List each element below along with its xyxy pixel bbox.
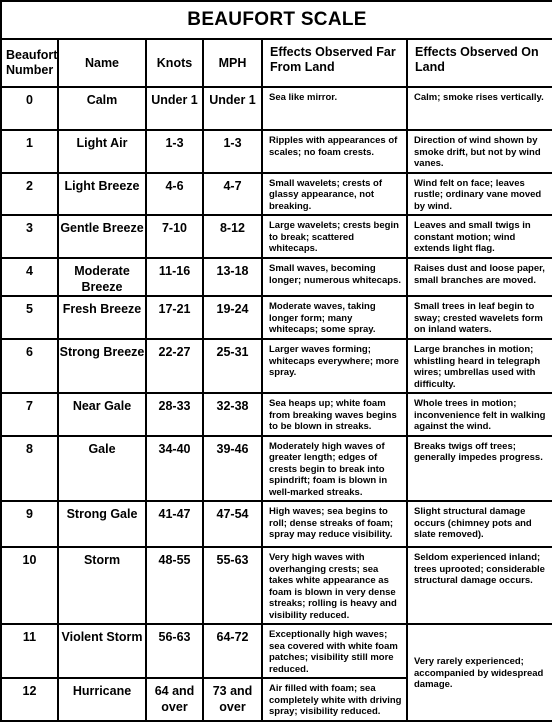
- knots-value: 41-47: [146, 501, 203, 547]
- mph-value: 1-3: [203, 130, 262, 173]
- effect-far-from-land: Moderately high waves of greater length; edges of crests begin to break into spindrift; foam is blown in well-marked streaks.: [262, 436, 407, 502]
- beaufort-number: 7: [1, 393, 58, 436]
- effect-far-from-land: Small waves, becoming longer; numerous whitecaps.: [262, 258, 407, 296]
- wind-name: Violent Storm: [58, 624, 146, 678]
- effect-far-from-land: Air filled with foam; sea completely white with driving spray; visibility reduced.: [262, 678, 407, 721]
- knots-value: 7-10: [146, 215, 203, 258]
- effect-far-from-land: Moderate waves, taking longer form; many whitecaps; some spray.: [262, 296, 407, 339]
- knots-value: 22-27: [146, 339, 203, 393]
- effect-far-from-land: Large wavelets; crests begin to break; scattered whitecaps.: [262, 215, 407, 258]
- knots-value: 48-55: [146, 547, 203, 624]
- mph-value: 8-12: [203, 215, 262, 258]
- effect-on-land: Slight structural damage occurs (chimney pots and slate removed).: [407, 501, 552, 547]
- effect-on-land: Large branches in motion; whistling heard in telegraph wires; umbrellas used with difficulty.: [407, 339, 552, 393]
- effect-on-land: Seldom experienced inland; trees uprooted; considerable structural damage occurs.: [407, 547, 552, 624]
- knots-value: 11-16: [146, 258, 203, 296]
- knots-value: 28-33: [146, 393, 203, 436]
- table-row: [1, 87, 552, 130]
- effect-on-land: Wind felt on face; leaves rustle; ordinary vane moved by wind.: [407, 173, 552, 216]
- wind-name: Fresh Breeze: [58, 296, 146, 339]
- beaufort-number: 6: [1, 339, 58, 393]
- page-title: BEAUFORT SCALE: [1, 1, 552, 39]
- wind-name: Hurricane: [58, 678, 146, 721]
- table-row: [1, 339, 552, 393]
- wind-name: Moderate Breeze: [58, 258, 146, 296]
- wind-name: Strong Gale: [58, 501, 146, 547]
- effect-far-from-land: Ripples with appearances of scales; no foam crests.: [262, 130, 407, 173]
- table-row: [1, 296, 552, 339]
- beaufort-number: 2: [1, 173, 58, 216]
- header-row: [1, 39, 552, 87]
- knots-value: Under 1: [146, 87, 203, 130]
- effect-far-from-land: Larger waves forming; whitecaps everywhere; more spray.: [262, 339, 407, 393]
- effect-on-land: Very rarely experienced; accompanied by widespread damage.: [407, 624, 552, 721]
- table-row: [1, 501, 552, 547]
- effect-on-land: Whole trees in motion; inconvenience felt in walking against the wind.: [407, 393, 552, 436]
- knots-value: 1-3: [146, 130, 203, 173]
- mph-value: 19-24: [203, 296, 262, 339]
- mph-value: 47-54: [203, 501, 262, 547]
- wind-name: Gentle Breeze: [58, 215, 146, 258]
- col-header-name: Name: [58, 39, 146, 87]
- knots-value: 56-63: [146, 624, 203, 678]
- beaufort-number: 1: [1, 130, 58, 173]
- table-row: [1, 393, 552, 436]
- wind-name: Storm: [58, 547, 146, 624]
- mph-value: Under 1: [203, 87, 262, 130]
- col-header-mph: MPH: [203, 39, 262, 87]
- beaufort-number: 5: [1, 296, 58, 339]
- effect-far-from-land: Small wavelets; crests of glassy appearance, not breaking.: [262, 173, 407, 216]
- table-row: [1, 436, 552, 502]
- mph-value: 39-46: [203, 436, 262, 502]
- mph-value: 73 and over: [203, 678, 262, 721]
- effect-far-from-land: Very high waves with overhanging crests; sea takes white appearance as foam is blown in very dense streaks; rolling is heavy and visibility reduced.: [262, 547, 407, 624]
- wind-name: Calm: [58, 87, 146, 130]
- effect-on-land: Leaves and small twigs in constant motion; wind extends light flag.: [407, 215, 552, 258]
- wind-name: Gale: [58, 436, 146, 502]
- beaufort-number: 3: [1, 215, 58, 258]
- effect-on-land: Calm; smoke rises vertically.: [407, 87, 552, 130]
- wind-name: Light Air: [58, 130, 146, 173]
- mph-value: 55-63: [203, 547, 262, 624]
- beaufort-number: 9: [1, 501, 58, 547]
- beaufort-number: 11: [1, 624, 58, 678]
- col-header-knots: Knots: [146, 39, 203, 87]
- mph-value: 64-72: [203, 624, 262, 678]
- effect-on-land: Breaks twigs off trees; generally impedes progress.: [407, 436, 552, 502]
- table-row: [1, 215, 552, 258]
- beaufort-number: 0: [1, 87, 58, 130]
- table-row: [1, 130, 552, 173]
- mph-value: 13-18: [203, 258, 262, 296]
- col-header-far-from-land: Effects Observed Far From Land: [262, 39, 407, 87]
- col-header-on-land: Effects Observed On Land: [407, 39, 552, 87]
- beaufort-number: 10: [1, 547, 58, 624]
- wind-name: Strong Breeze: [58, 339, 146, 393]
- knots-value: 34-40: [146, 436, 203, 502]
- beaufort-number: 4: [1, 258, 58, 296]
- knots-value: 4-6: [146, 173, 203, 216]
- effect-far-from-land: Sea like mirror.: [262, 87, 407, 130]
- effect-far-from-land: Sea heaps up; white foam from breaking waves begins to be blown in streaks.: [262, 393, 407, 436]
- col-header-number: Beaufort Number: [1, 39, 58, 87]
- table-row: [1, 258, 552, 296]
- table-row: [1, 547, 552, 624]
- effect-on-land: Direction of wind shown by smoke drift, but not by wind vanes.: [407, 130, 552, 173]
- effect-far-from-land: Exceptionally high waves; sea covered with white foam patches; visibility still more reduced.: [262, 624, 407, 678]
- mph-value: 4-7: [203, 173, 262, 216]
- mph-value: 25-31: [203, 339, 262, 393]
- knots-value: 64 and over: [146, 678, 203, 721]
- wind-name: Light Breeze: [58, 173, 146, 216]
- mph-value: 32-38: [203, 393, 262, 436]
- knots-value: 17-21: [146, 296, 203, 339]
- effect-on-land: Raises dust and loose paper, small branches are moved.: [407, 258, 552, 296]
- effect-on-land: Small trees in leaf begin to sway; crested wavelets form on inland waters.: [407, 296, 552, 339]
- beaufort-number: 8: [1, 436, 58, 502]
- table-row: [1, 173, 552, 216]
- beaufort-number: 12: [1, 678, 58, 721]
- wind-name: Near Gale: [58, 393, 146, 436]
- effect-far-from-land: High waves; sea begins to roll; dense streaks of foam; spray may reduce visibility.: [262, 501, 407, 547]
